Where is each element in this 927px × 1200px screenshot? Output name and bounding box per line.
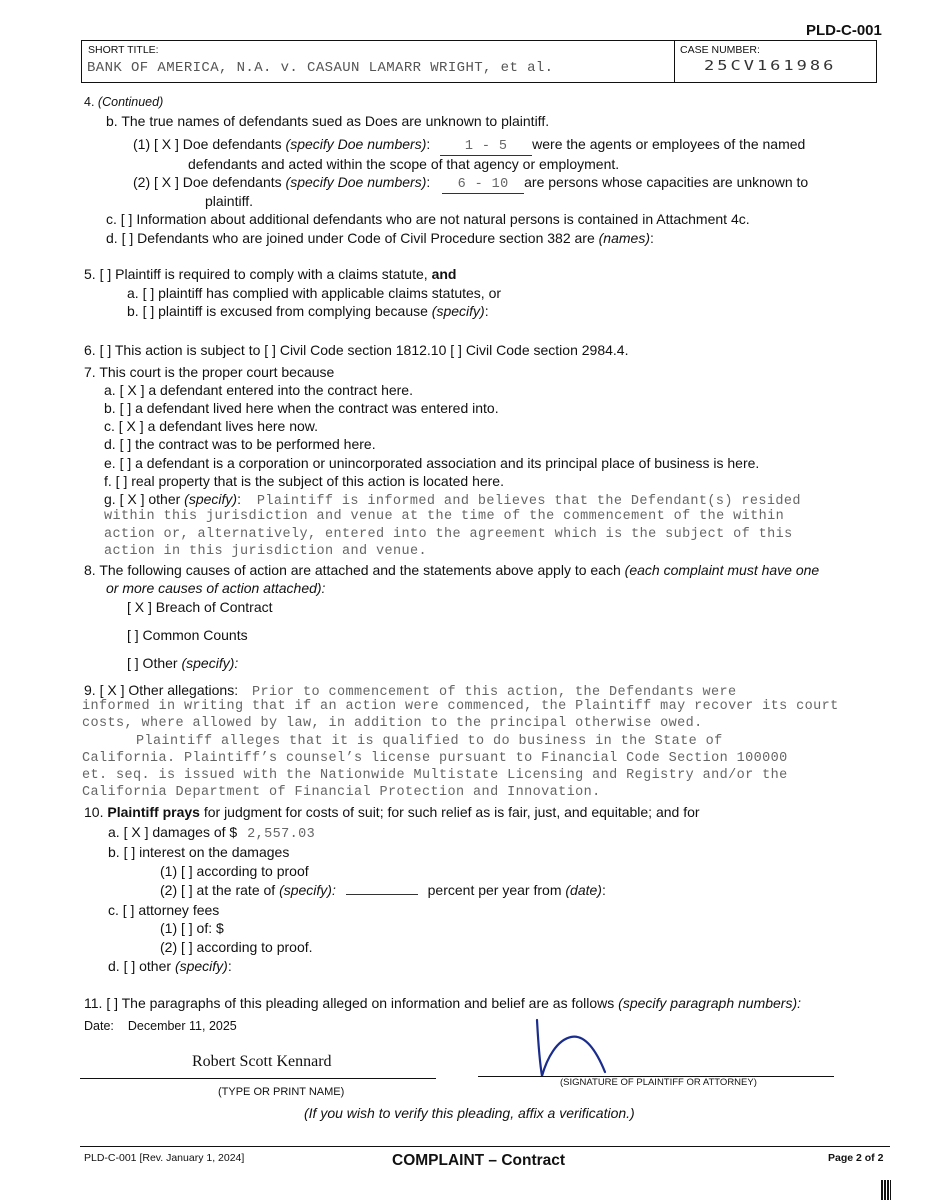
p8-c: [ ] Other (specify): [127, 655, 239, 671]
p10-c2: (2) [ ] according to proof. [160, 939, 313, 955]
doe-numbers-1: 1 - 5 [440, 138, 532, 156]
p4-b2: (2) [ X ] Doe defendants (specify Doe numbers): 6 - 10 are persons whose capacities are unknown to [133, 174, 809, 192]
p9-t4: Plaintiff alleges that it is qualified to do business in the State of [136, 734, 723, 749]
p10-line: 10. Plaintiff prays for judgment for costs of suit; for such relief as is fair, just, and equitable; and for [84, 804, 700, 820]
footer-page: Page 2 of 2 [828, 1152, 884, 1164]
p8-line: 8. The following causes of action are attached and the statements above apply to each (each complaint must have one [84, 562, 820, 578]
p8-a: [ X ] Breach of Contract [127, 599, 273, 615]
p4-b1-cont: defendants and acted within the scope of that agency or employment. [188, 156, 620, 172]
p7-b: b. [ ] a defendant lived here when the contract was entered into. [104, 400, 499, 416]
p10-b2: (2) [ ] at the rate of (specify): percent per year from (date): [160, 882, 606, 898]
name-line [80, 1078, 436, 1079]
doe-numbers-2: 6 - 10 [442, 176, 524, 194]
p7-d: d. [ ] the contract was to be performed here. [104, 436, 376, 452]
p5-line: 5. [ ] Plaintiff is required to comply with a claims statute, and [84, 266, 457, 282]
p10-b: b. [ ] interest on the damages [108, 844, 290, 860]
p7-g-text3: action or, alternatively, entered into the agreement which is the subject of this [104, 527, 793, 542]
caption-divider [674, 41, 675, 82]
p9-t3: costs, where allowed by law, in addition to the principal otherwise owed. [82, 716, 703, 731]
p10-d: d. [ ] other (specify): [108, 958, 232, 974]
p7-g-text2: within this jurisdiction and venue at the time of the commencement of the within [104, 509, 785, 524]
p9-t5: California. Plaintiff’s counsel’s license pursuant to Financial Code Section 100000 [82, 751, 788, 766]
form-code: PLD-C-001 [806, 22, 882, 39]
p7-a: a. [ X ] a defendant entered into the contract here. [104, 382, 413, 398]
p9-t2: informed in writing that if an action were commenced, the Plaintiff may recover its court [82, 699, 839, 714]
case-number: 25CV161986 [704, 58, 837, 74]
p5-a: a. [ ] plaintiff has complied with applicable claims statutes, or [127, 285, 502, 301]
p5-b: b. [ ] plaintiff is excused from complying because (specify): [127, 303, 489, 319]
case-number-label: CASE NUMBER: [680, 44, 760, 56]
p10-c1: (1) [ ] of: $ [160, 920, 224, 936]
p10-b1: (1) [ ] according to proof [160, 863, 309, 879]
p9-line: 9. [ X ] Other allegations: Prior to commencement of this action, the Defendants were [84, 682, 737, 700]
p4-b1: (1) [ X ] Doe defendants (specify Doe numbers): 1 - 5 were the agents or employees of the named [133, 136, 806, 154]
verify-note: (If you wish to verify this pleading, affix a verification.) [304, 1105, 635, 1121]
p7-g: g. [ X ] other (specify): Plaintiff is informed and believes that the Defendant(s) resided [104, 491, 801, 509]
signature-label: (SIGNATURE OF PLAINTIFF OR ATTORNEY) [560, 1077, 757, 1088]
p8-b: [ ] Common Counts [127, 627, 248, 643]
p7-g-text4: action in this jurisdiction and venue. [104, 544, 428, 559]
p4-heading: 4. (Continued) [84, 95, 164, 109]
p4-c: c. [ ] Information about additional defendants who are not natural persons is contained in Attachment 4c. [106, 211, 750, 227]
p7-f: f. [ ] real property that is the subject of this action is located here. [104, 473, 504, 489]
footer-rule [80, 1146, 890, 1147]
p6-line: 6. [ ] This action is subject to [ ] Civil Code section 1812.10 [ ] Civil Code section 2984.4. [84, 342, 629, 358]
p8-line2: or more causes of action attached): [106, 580, 326, 596]
date-line: Date: December 11, 2025 [84, 1019, 237, 1033]
p7-line: 7. This court is the proper court because [84, 364, 335, 380]
caption-box [81, 40, 877, 83]
p11-line: 11. [ ] The paragraphs of this pleading alleged on information and belief are as follows (specify paragraph numbers): [84, 995, 802, 1011]
type-name-label: (TYPE OR PRINT NAME) [218, 1086, 345, 1098]
barcode-mark [881, 1180, 891, 1200]
p9-t7: California Department of Financial Protection and Innovation. [82, 785, 601, 800]
p7-e: e. [ ] a defendant is a corporation or unincorporated association and its principal place of business is here. [104, 455, 760, 471]
short-title: BANK OF AMERICA, N.A. v. CASAUN LAMARR WRIGHT, et al. [87, 60, 554, 76]
p10-a: a. [ X ] damages of $ 2,557.03 [108, 824, 316, 842]
p9-t6: et. seq. is issued with the Nationwide Multistate Licensing and Registry and/or the [82, 768, 788, 783]
printed-name: Robert Scott Kennard [192, 1053, 332, 1070]
p4-d: d. [ ] Defendants who are joined under Code of Civil Procedure section 382 are (names): [106, 230, 654, 246]
footer-title: COMPLAINT – Contract [392, 1152, 566, 1169]
p4-b2-cont: plaintiff. [205, 193, 253, 209]
short-title-label: SHORT TITLE: [88, 44, 159, 56]
p4-b: b. The true names of defendants sued as Does are unknown to plaintiff. [106, 113, 550, 129]
footer-form-rev: PLD-C-001 [Rev. January 1, 2024] [84, 1152, 245, 1164]
p10-c: c. [ ] attorney fees [108, 902, 220, 918]
p7-c: c. [ X ] a defendant lives here now. [104, 418, 319, 434]
